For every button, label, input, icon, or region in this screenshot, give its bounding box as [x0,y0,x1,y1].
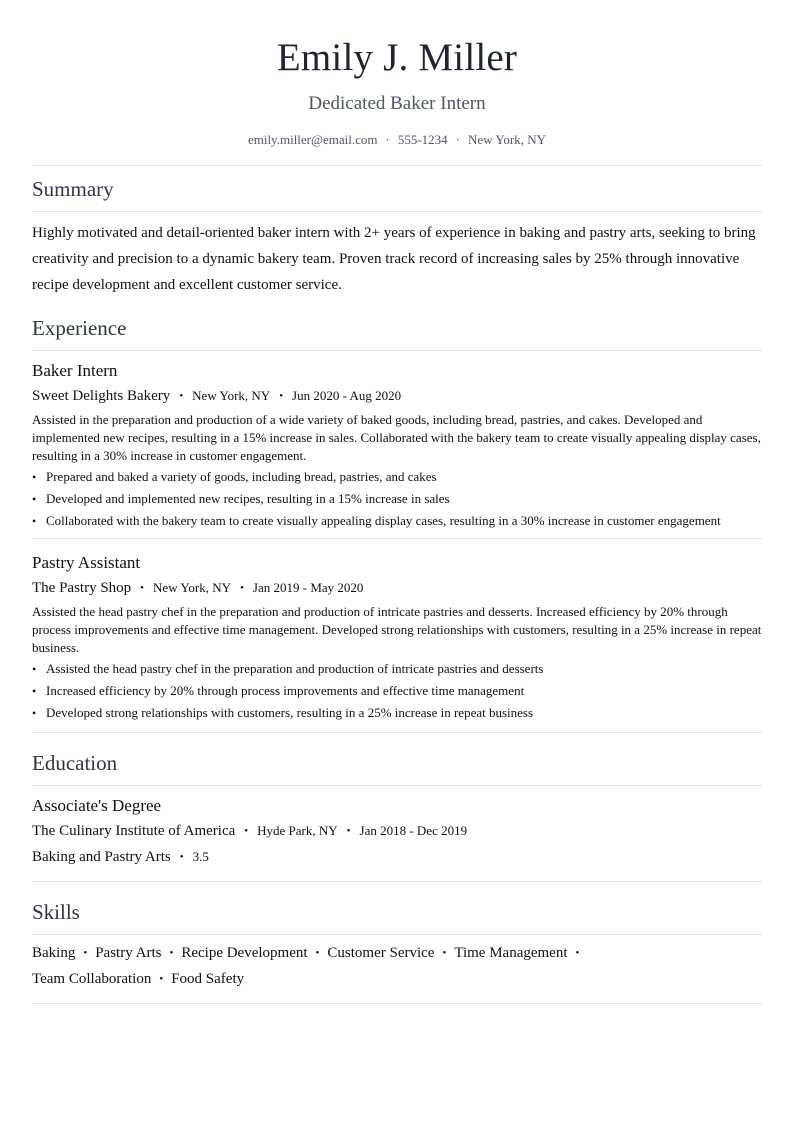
job-entry [32,361,762,530]
job-meta [32,386,762,407]
education-meta [32,821,762,842]
skills-heading: Skills [32,900,80,924]
bullet-separator: • [169,947,174,959]
skill-item: Food Safety [171,971,245,987]
contact-phone[interactable]: 555-1234 [397,132,448,147]
job-dates: Jan 2019 - May 2020 [252,580,364,595]
job-dates: Jun 2020 - Aug 2020 [292,388,402,403]
bullet-separator: • [159,973,164,985]
bullet-separator: • [240,582,244,594]
list-item [32,660,762,678]
degree-title: Associate's Degree [32,796,162,815]
skill-item: Pastry Arts [95,945,162,961]
bullet-separator: • [315,947,320,959]
skill-item: Team Collaboration [32,971,152,987]
bullet-text: Increased efficiency by 20% through process improvements and effective time management [46,683,525,698]
bullet-separator: • [442,947,447,959]
bullet-marker: • [32,514,37,528]
bullet-text: Collaborated with the bakery team to create visually appealing display cases, resulting in a 30% increase in customer engagement [46,513,721,528]
skill-item: Baking [32,945,76,961]
skill-item: Time Management [454,945,568,961]
bullet-separator: • [179,390,184,402]
education-entry [32,796,762,868]
skill-item: Customer Service [327,945,435,961]
divider [32,934,762,935]
candidate-name: Emily J. Miller [276,36,518,79]
job-title: Pastry Assistant [32,553,141,572]
bullet-separator: • [83,947,88,959]
skill-item: Recipe Development [181,945,308,961]
job-company: Sweet Delights Bakery [32,388,171,404]
skills-list [32,941,762,993]
job-meta [32,578,762,599]
divider [32,538,762,539]
bullet-text: Assisted the head pastry chef in the preparation and production of intricate pastries and desserts [46,661,544,676]
bullet-separator: • [179,851,184,863]
bullet-separator: • [575,947,580,959]
summary-text: Highly motivated and detail-oriented baker intern with 2+ years of experience in baking and pastry arts, seeking to bring creativity and precision to a dynamic bakery team. Proven track record of increasing sales by 25% through innovative recipe development and excellent customer service. [32,225,756,293]
list-item [32,490,762,508]
bullet-marker: • [32,706,37,720]
contact-email[interactable]: emily.miller@email.com [247,132,378,147]
list-item [32,512,762,530]
job-entry [32,553,762,722]
bullet-text: Developed and implemented new recipes, resulting in a 15% increase in sales [46,491,450,506]
summary-heading: Summary [32,177,114,201]
bullet-separator: • [244,825,249,837]
bullet-marker: • [32,492,37,506]
divider [32,211,762,212]
job-location: New York, NY [192,388,271,403]
bullet-separator: • [279,390,284,402]
bullet-marker: • [32,684,37,698]
divider [32,732,762,733]
bullet-marker: • [32,470,37,484]
divider [32,350,762,351]
bullet-separator: • [140,582,145,594]
list-item [32,468,762,486]
list-item [32,682,762,700]
education-heading: Education [32,751,118,775]
job-title: Baker Intern [32,361,118,380]
job-description: Assisted the head pastry chef in the preparation and production of intricate pastries and desserts. Increased efficiency by 20% through process improvements and effective time management. Developed strong relationships with customers, resulting in a 25% increase in repeat business. [32,604,762,655]
bullet-text: Prepared and baked a variety of goods, including bread, pastries, and cakes [46,469,437,484]
job-bullets [32,660,762,722]
job-description: Assisted in the preparation and production of a wide variety of baked goods, including bread, pastries, and cakes. Developed and implemented new recipes, resulting in a 15% increase in sales. Collaborated with the bakery team to create visually appealing display cases, resulting in a 30% increase in customer engagement. [32,412,761,463]
school-location: Hyde Park, NY [257,823,338,838]
job-company: The Pastry Shop [32,580,132,596]
bullet-separator: • [346,825,351,837]
school-name: The Culinary Institute of America [32,823,236,839]
gpa-value: 3.5 [192,849,209,864]
divider [32,881,762,882]
contact-location: New York, NY [468,132,547,147]
education-field-line [32,847,762,868]
candidate-title: Dedicated Baker Intern [308,93,486,114]
resume-header [32,0,762,148]
field-of-study: Baking and Pastry Arts [32,849,171,865]
contact-separator: · [455,132,461,147]
divider [32,785,762,786]
contact-line [32,132,762,148]
contact-separator: · [385,132,390,147]
experience-heading: Experience [32,316,127,340]
education-dates: Jan 2018 - Dec 2019 [359,823,468,838]
job-bullets [32,468,762,530]
divider [32,1003,762,1004]
bullet-marker: • [32,662,37,676]
job-location: New York, NY [153,580,232,595]
bullet-text: Developed strong relationships with customers, resulting in a 25% increase in repeat business [46,705,534,720]
list-item [32,704,762,722]
divider [32,165,762,166]
